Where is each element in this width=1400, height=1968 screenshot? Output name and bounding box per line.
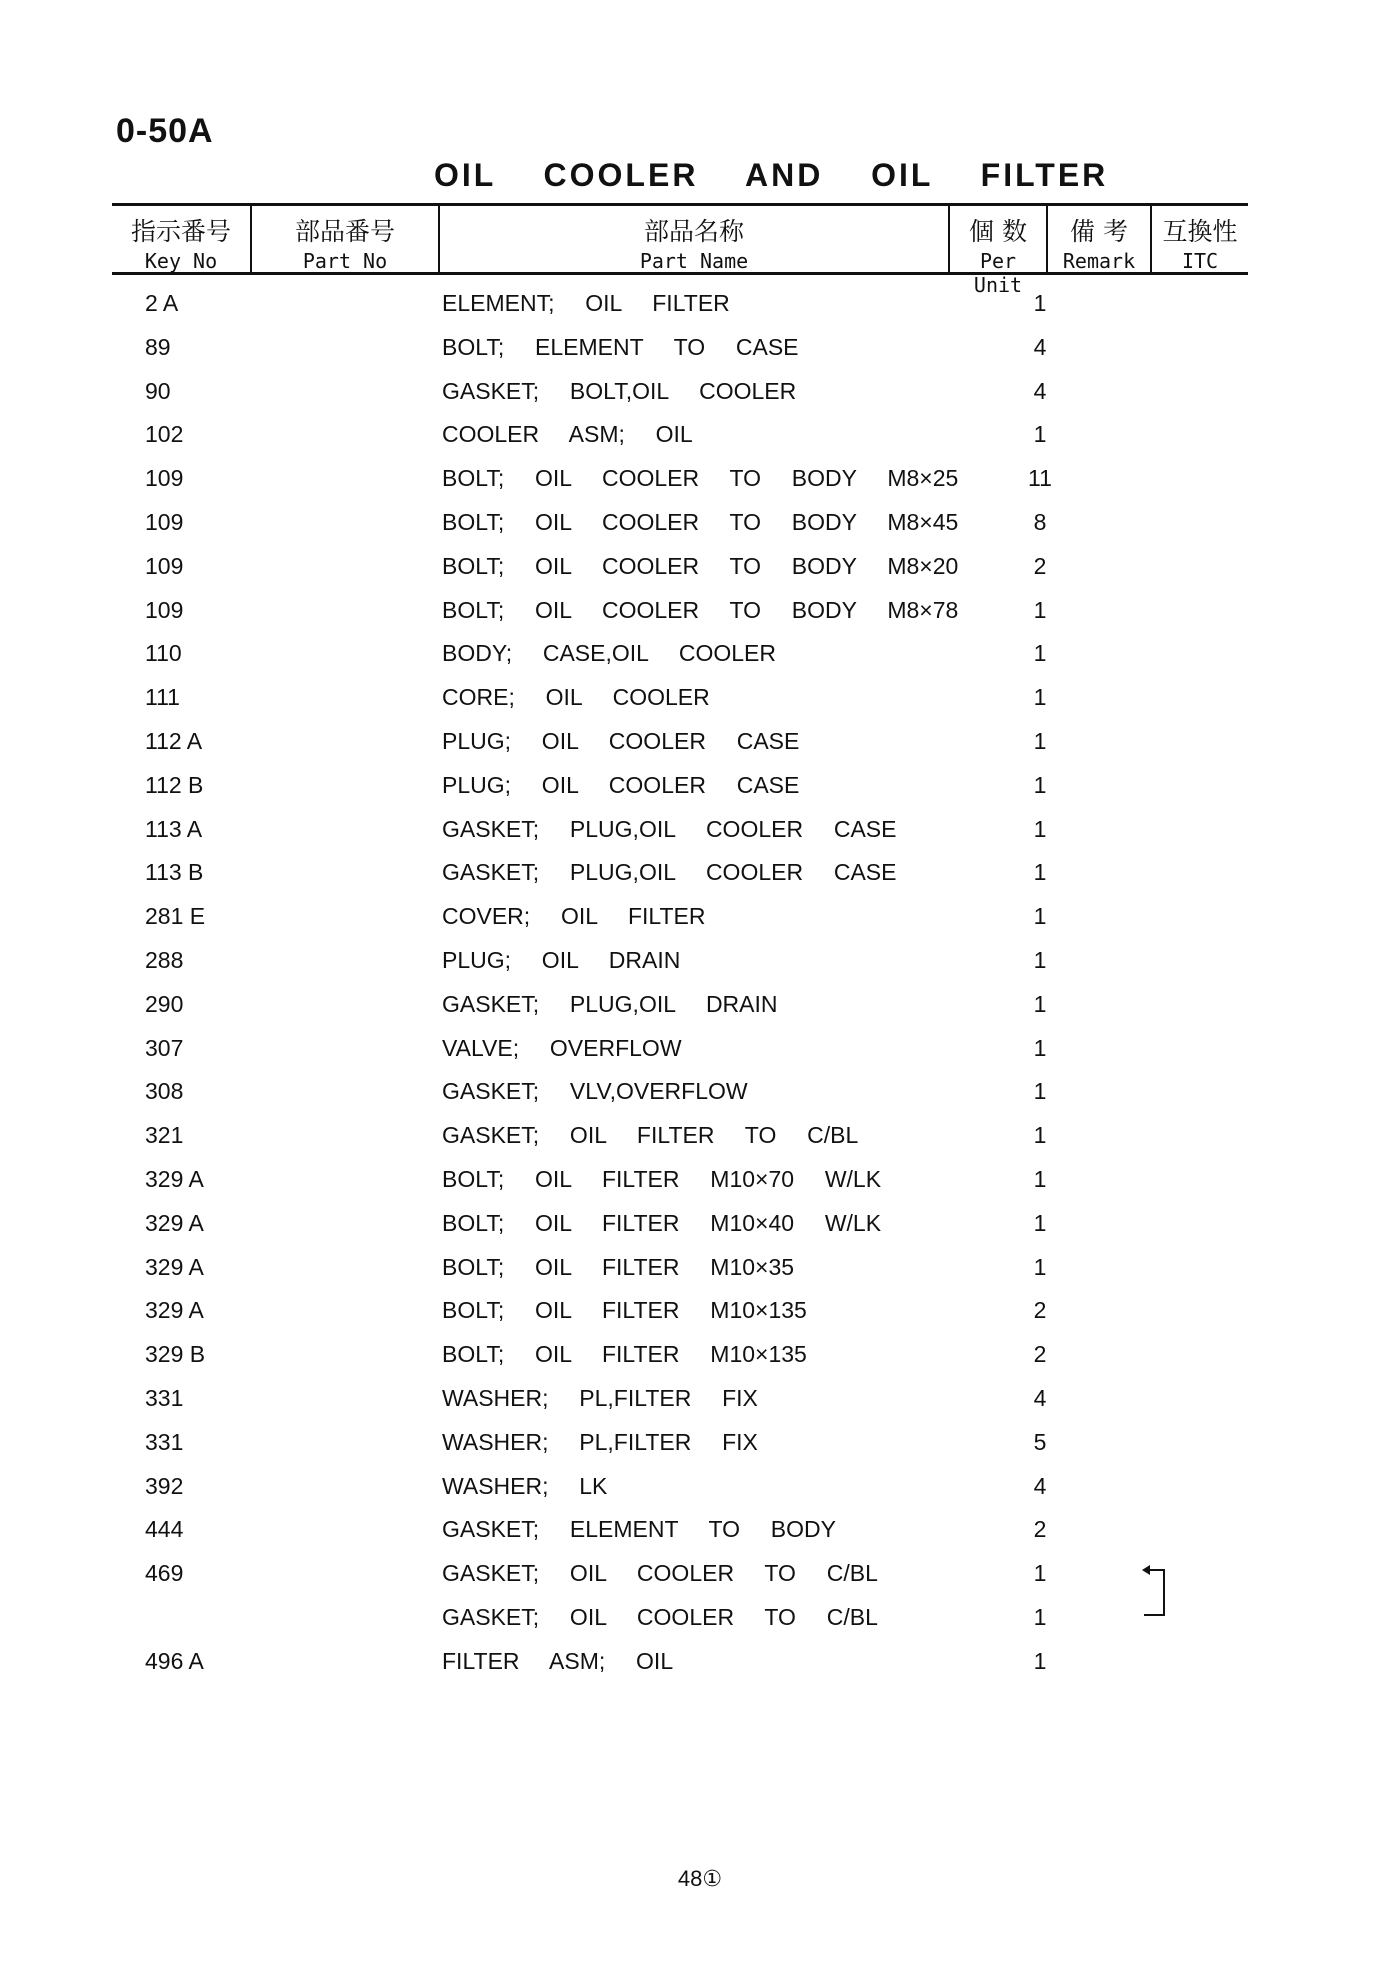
- table-row: [0, 901, 1400, 945]
- key-no: 288: [145, 946, 184, 973]
- quantity: 1: [1033, 1078, 1047, 1105]
- quantity: 2: [1033, 1516, 1047, 1543]
- table-row: [0, 1120, 1400, 1164]
- quantity: 4: [1033, 1384, 1047, 1411]
- key-no: 2 A: [145, 290, 179, 316]
- table-row: [0, 1252, 1400, 1296]
- header-itc: [1150, 206, 1248, 272]
- quantity: 1: [1033, 596, 1047, 623]
- header-key-ja: 指示番号: [130, 217, 231, 246]
- quantity: 1: [1033, 1165, 1047, 1192]
- header-name-ja: 部品名称: [643, 217, 744, 246]
- header-qty-en: Per Unit: [973, 249, 1023, 297]
- quantity: 2: [1033, 1297, 1047, 1324]
- quantity: 1: [1033, 903, 1047, 930]
- part-name: BOLT; OIL FILTER M10×35: [442, 1253, 795, 1280]
- header-part-en: Part No: [302, 249, 388, 273]
- part-name: COVER; OIL FILTER: [442, 903, 706, 930]
- key-no: 329 A: [145, 1297, 204, 1324]
- quantity: 1: [1033, 290, 1047, 316]
- page-number: 48①: [677, 1866, 723, 1891]
- header-part-name: [438, 206, 948, 272]
- quantity: 1: [1033, 990, 1047, 1017]
- header-part-ja: 部品番号: [294, 217, 395, 246]
- table-header: [112, 203, 1248, 297]
- table-row: [0, 1033, 1400, 1077]
- key-no: 113 B: [145, 859, 204, 886]
- key-no: 308: [145, 1078, 184, 1105]
- key-no: 321: [145, 1122, 184, 1149]
- table-row: [0, 463, 1400, 507]
- table-row: [0, 1383, 1400, 1427]
- part-name: GASKET; BOLT,OIL COOLER: [442, 377, 797, 404]
- table-row: [0, 1076, 1400, 1120]
- part-name: GASKET; ELEMENT TO BODY: [442, 1516, 836, 1543]
- parts-table-body: [0, 288, 1400, 1690]
- key-no: 444: [145, 1516, 184, 1543]
- quantity: 1: [1033, 727, 1047, 754]
- table-row: [0, 1471, 1400, 1515]
- quantity: 2: [1033, 552, 1047, 579]
- table-row: [0, 1208, 1400, 1252]
- part-name: WASHER; PL,FILTER FIX: [442, 1428, 758, 1455]
- quantity: 4: [1033, 1472, 1047, 1499]
- section-code: 0-50A: [116, 112, 214, 150]
- table-row: [0, 989, 1400, 1033]
- header-key-en: Key No: [144, 249, 218, 273]
- key-no: 392: [145, 1472, 184, 1499]
- header-remark-en: Remark: [1062, 249, 1136, 273]
- quantity: 1: [1033, 771, 1047, 798]
- part-name: PLUG; OIL COOLER CASE: [442, 771, 800, 798]
- part-name: BOLT; OIL FILTER M10×40 W/LK: [442, 1209, 882, 1236]
- key-no: 109: [145, 465, 184, 492]
- key-no: 281 E: [145, 903, 206, 930]
- page-title: OIL COOLER AND OIL FILTER: [434, 157, 1109, 193]
- table-row: [0, 1427, 1400, 1471]
- table-row: [0, 376, 1400, 420]
- table-row: [0, 288, 1400, 332]
- key-no: 89: [145, 333, 171, 360]
- header-key-no: [112, 206, 250, 272]
- table-row: [0, 726, 1400, 770]
- part-name: BOLT; OIL FILTER M10×70 W/LK: [442, 1165, 882, 1192]
- part-name: BOLT; OIL COOLER TO BODY M8×25: [442, 465, 959, 492]
- part-name: COOLER ASM; OIL: [442, 421, 693, 448]
- table-row: [0, 638, 1400, 682]
- quantity: 4: [1033, 377, 1047, 404]
- part-name: VALVE; OVERFLOW: [442, 1034, 682, 1061]
- part-name: GASKET; PLUG,OIL COOLER CASE: [442, 815, 897, 842]
- table-row: [0, 945, 1400, 989]
- part-name: GASKET; PLUG,OIL COOLER CASE: [442, 859, 897, 886]
- header-part-no: [250, 206, 438, 272]
- key-no: 111: [145, 684, 180, 711]
- header-itc-en: ITC: [1181, 249, 1219, 273]
- table-row: [0, 507, 1400, 551]
- table-row: [0, 1646, 1400, 1690]
- part-name: GASKET; OIL COOLER TO C/BL: [442, 1603, 878, 1630]
- quantity: 1: [1033, 1253, 1047, 1280]
- quantity: 1: [1033, 684, 1047, 711]
- header-qty-ja: 個 数: [969, 217, 1027, 246]
- part-name: BOLT; ELEMENT TO CASE: [442, 333, 799, 360]
- quantity: 1: [1033, 421, 1047, 448]
- part-name: GASKET; VLV,OVERFLOW: [442, 1078, 748, 1105]
- quantity: 1: [1033, 1647, 1047, 1674]
- header-itc-ja: 互換性: [1162, 217, 1238, 246]
- table-row: [0, 1602, 1400, 1646]
- part-name: BOLT; OIL COOLER TO BODY M8×20: [442, 552, 959, 579]
- part-name: ELEMENT; OIL FILTER: [442, 290, 730, 316]
- part-name: PLUG; OIL DRAIN: [442, 946, 681, 973]
- quantity: 1: [1033, 640, 1047, 667]
- key-no: 109: [145, 552, 184, 579]
- part-name: WASHER; PL,FILTER FIX: [442, 1384, 758, 1411]
- key-no: 90: [145, 377, 171, 404]
- table-row: [0, 1164, 1400, 1208]
- key-no: 290: [145, 990, 184, 1017]
- quantity: 1: [1033, 1603, 1047, 1630]
- key-no: 102: [145, 421, 184, 448]
- part-name: PLUG; OIL COOLER CASE: [442, 727, 800, 754]
- table-row: [0, 770, 1400, 814]
- quantity: 1: [1033, 1209, 1047, 1236]
- quantity: 1: [1033, 859, 1047, 886]
- table-row: [0, 682, 1400, 726]
- table-row: [0, 595, 1400, 639]
- itc-interchange-bracket-icon: [1140, 1563, 1180, 1621]
- quantity: 11: [1028, 465, 1052, 492]
- table-row: [0, 1339, 1400, 1383]
- table-row: [0, 419, 1400, 463]
- key-no: 329 A: [145, 1165, 204, 1192]
- table-row: [0, 857, 1400, 901]
- part-name: BOLT; OIL COOLER TO BODY M8×45: [442, 508, 959, 535]
- part-name: GASKET; OIL FILTER TO C/BL: [442, 1122, 859, 1149]
- part-name: BOLT; OIL FILTER M10×135: [442, 1297, 807, 1324]
- part-name: FILTER ASM; OIL: [442, 1647, 674, 1674]
- part-name: BOLT; OIL COOLER TO BODY M8×78: [442, 596, 959, 623]
- header-remark-ja: 備 考: [1070, 217, 1128, 246]
- table-row: [0, 1558, 1400, 1602]
- table-row: [0, 1295, 1400, 1339]
- header-name-en: Part Name: [639, 249, 749, 273]
- part-name: BODY; CASE,OIL COOLER: [442, 640, 777, 667]
- quantity: 2: [1033, 1341, 1047, 1368]
- header-per-unit: [948, 206, 1046, 297]
- key-no: 496 A: [145, 1647, 204, 1674]
- part-name: WASHER; LK: [442, 1472, 608, 1499]
- key-no: 469: [145, 1560, 184, 1587]
- quantity: 1: [1033, 1122, 1047, 1149]
- key-no: 331: [145, 1428, 184, 1455]
- key-no: 112 A: [145, 727, 203, 754]
- key-no: 113 A: [145, 815, 203, 842]
- key-no: 331: [145, 1384, 184, 1411]
- quantity: 4: [1033, 333, 1047, 360]
- key-no: 307: [145, 1034, 184, 1061]
- part-name: CORE; OIL COOLER: [442, 684, 710, 711]
- table-row: [0, 1514, 1400, 1558]
- quantity: 1: [1033, 815, 1047, 842]
- key-no: 329 A: [145, 1253, 204, 1280]
- quantity: 1: [1033, 1034, 1047, 1061]
- key-no: 109: [145, 508, 184, 535]
- part-name: BOLT; OIL FILTER M10×135: [442, 1341, 807, 1368]
- part-name: GASKET; PLUG,OIL DRAIN: [442, 990, 778, 1017]
- key-no: 110: [145, 640, 182, 667]
- quantity: 1: [1033, 946, 1047, 973]
- key-no: 329 B: [145, 1341, 206, 1368]
- part-name: GASKET; OIL COOLER TO C/BL: [442, 1560, 878, 1587]
- table-row: [0, 332, 1400, 376]
- quantity: 8: [1033, 508, 1047, 535]
- quantity: 5: [1033, 1428, 1047, 1455]
- quantity: 1: [1033, 1560, 1047, 1587]
- table-row: [0, 551, 1400, 595]
- key-no: 329 A: [145, 1209, 204, 1236]
- key-no: 112 B: [145, 771, 204, 798]
- table-row: [0, 814, 1400, 858]
- key-no: 109: [145, 596, 184, 623]
- header-remark: [1046, 206, 1150, 272]
